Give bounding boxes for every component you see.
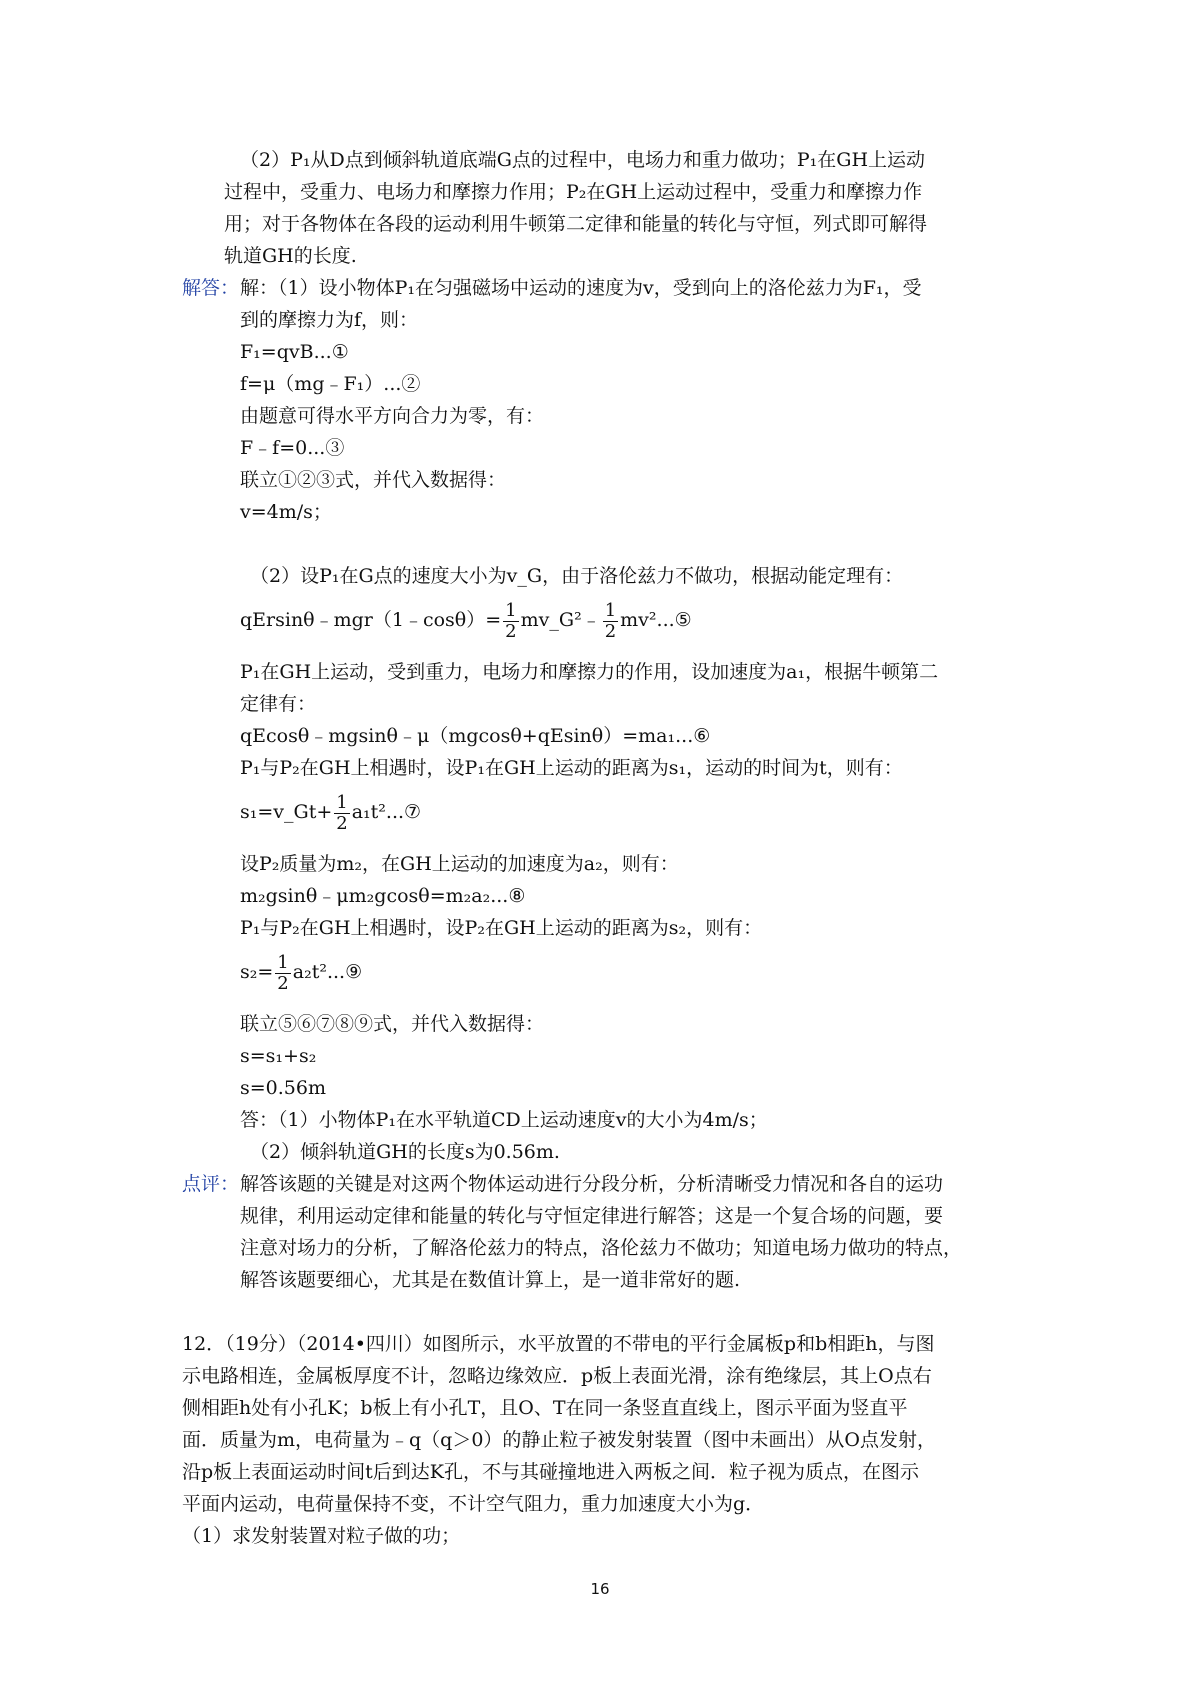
equation-7 <box>240 790 421 834</box>
equation-2: f=μ（mg﹣F₁）...② <box>240 373 421 395</box>
analysis-line: 用；对于各物体在各段的运动利用牛顿第二定律和能量的转化与守恒，列式即可解得 <box>224 213 928 235</box>
p1-motion-line: 定律有： <box>240 693 317 715</box>
equation-3: F﹣f=0...③ <box>240 437 345 459</box>
question-12-line: 面．质量为m，电荷量为﹣q（q＞0）的静止粒子被发射装置（图中未画出）从O点发射， <box>182 1429 937 1451</box>
fraction-half: $\frac{1}{2}$ <box>505 599 517 642</box>
result-v: v=4m/s； <box>240 501 332 523</box>
question-12-line: 12．（19分）（2014•四川）如图所示，水平放置的不带电的平行金属板p和b相距h，与图 <box>182 1333 935 1355</box>
answer-line: 答：（1）小物体P₁在水平轨道CD上运动速度v的大小为4m/s； <box>240 1109 768 1131</box>
solution-text: 由题意可得水平方向合力为零，有： <box>240 405 545 427</box>
eq5-vg-squared: v_G² <box>538 609 582 631</box>
final-line: s=s₁+s₂ <box>240 1045 317 1067</box>
question-12-line: 平面内运动，电荷量保持不变，不计空气阻力，重力加速度大小为g． <box>182 1493 765 1515</box>
final-line: s=0.56m <box>240 1077 326 1099</box>
analysis-line: 轨道GH的长度. <box>224 245 357 267</box>
equation-8: m₂gsinθ﹣μm₂gcosθ=m₂a₂...⑧ <box>240 885 526 907</box>
question-12-line: 示电路相连，金属板厚度不计，忽略边缘效应．p板上表面光滑，涂有绝缘层，其上O点右 <box>182 1365 932 1387</box>
analysis-line: 过程中，受重力、电场力和摩擦力作用；P₂在GH上运动过程中，受重力和摩擦力作 <box>224 181 923 203</box>
comment-label: 点评： <box>182 1173 240 1195</box>
answer-line: （2）倾斜轨道GH的长度s为0.56m. <box>250 1141 560 1163</box>
analysis-line: （2）P₁从D点到倾斜轨道底端G点的过程中，电场力和重力做功；P₁在GH上运动 <box>240 149 926 171</box>
comment-line: 解答该题的关键是对这两个物体运动进行分段分析，分析清晰受力情况和各自的运功 <box>240 1173 944 1195</box>
solution-intro-line: 解：（1）设小物体P₁在匀强磁场中运动的速度为v，受到向上的洛伦兹力为F₁，受 <box>240 277 922 299</box>
eq9-rhs: a₂t²...⑨ <box>292 961 363 983</box>
question-12-line: （1）求发射装置对粒子做的功； <box>182 1525 461 1547</box>
p1-motion-line: P₁在GH上运动，受到重力，电场力和摩擦力的作用，设加速度为a₁，根据牛顿第二 <box>240 661 939 683</box>
question-12-line: 沿p板上表面运动时间t后到达K孔，不与其碰撞地进入两板之间．粒子视为质点，在图示 <box>182 1461 919 1483</box>
page-number: 16 <box>590 1580 610 1598</box>
comment-line: 注意对场力的分析，了解洛伦兹力的特点，洛伦兹力不做功；知道电场力做功的特点， <box>240 1237 963 1259</box>
eq5-rhs: mv²...⑤ <box>620 609 692 631</box>
p2-motion-line: 设P₂质量为m₂，在GH上运动的加速度为a₂，则有： <box>240 853 679 875</box>
fraction-half: $\frac{1}{2}$ <box>277 951 289 994</box>
part2-intro: （2）设P₁在G点的速度大小为v_G，由于洛伦兹力不做功，根据动能定理有： <box>250 565 904 587</box>
fraction-half: $\frac{1}{2}$ <box>604 599 617 642</box>
p1-motion-line: P₁与P₂在GH上相遇时，设P₁在GH上运动的距离为s₁，运动的时间为t，则有： <box>240 757 903 779</box>
eq7-lhs: s₁=v_Gt+ <box>240 801 333 823</box>
fraction-half: $\frac{1}{2}$ <box>336 791 348 834</box>
question-12-line: 侧相距h处有小孔K；b板上有小孔T，且O、T在同一条竖直直线上，图示平面为竖直平 <box>182 1397 908 1419</box>
p2-motion-line: P₁与P₂在GH上相遇时，设P₂在GH上运动的距离为s₂，则有： <box>240 917 763 939</box>
equation-9 <box>240 950 362 994</box>
comment-line: 解答该题要细心，尤其是在数值计算上，是一道非常好的题. <box>240 1269 741 1291</box>
comment-line: 规律，利用运动定律和能量的转化与守恒定律进行解答；这是一个复合场的问题，要 <box>240 1205 944 1227</box>
eq7-rhs: a₁t²...⑦ <box>351 801 422 823</box>
final-line: 联立⑤⑥⑦⑧⑨式，并代入数据得： <box>240 1013 545 1035</box>
equation-6: qEcosθ﹣mgsinθ﹣μ（mgcosθ+qEsinθ）=ma₁...⑥ <box>240 725 711 747</box>
equation-1: F₁=qvB...① <box>240 341 349 363</box>
solution-text: 联立①②③式，并代入数据得： <box>240 469 507 491</box>
solution-intro-line: 到的摩擦力为f，则： <box>240 309 419 331</box>
eq5-lhs: qErsinθ﹣mgr（1﹣cosθ）= <box>240 609 502 631</box>
equation-5 <box>240 598 692 642</box>
solution-label: 解答： <box>182 277 240 299</box>
eq9-lhs: s₂= <box>240 961 274 983</box>
eq5-minus: ﹣ <box>581 609 601 631</box>
eq5-mass: m <box>520 609 539 631</box>
